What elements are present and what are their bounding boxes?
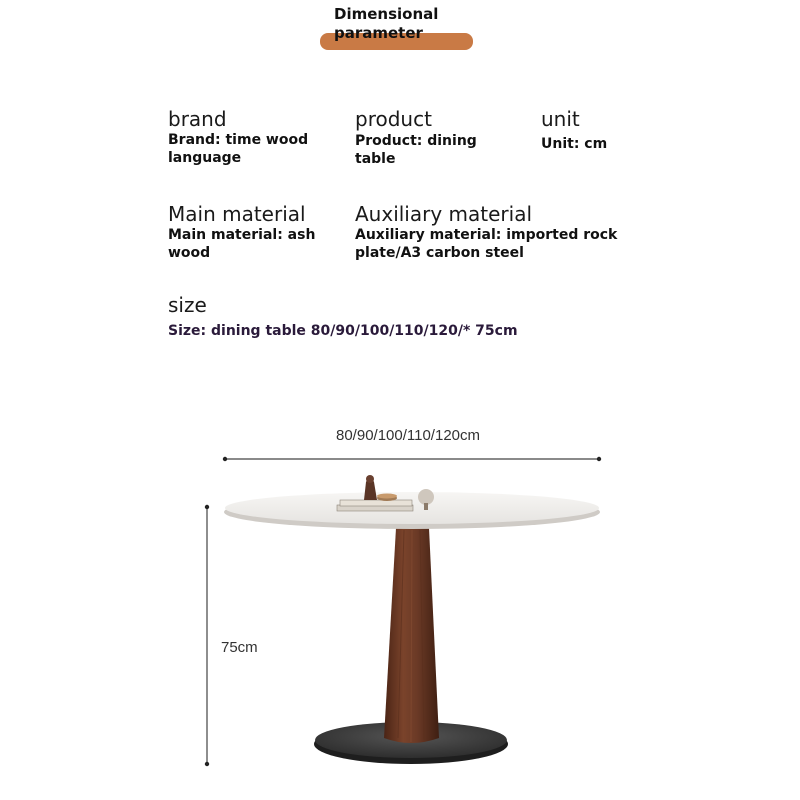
table-pedestal <box>384 528 439 743</box>
page-title: Dimensional parameter <box>334 5 439 42</box>
unit-heading: unit <box>541 107 580 131</box>
auxiliary-material-heading: Auxiliary material <box>355 202 533 226</box>
product-heading: product <box>355 107 432 131</box>
figurine-decor <box>364 475 377 500</box>
product-value: Product: dining table <box>355 133 477 167</box>
main-material-value: Main material: ash wood <box>168 227 316 261</box>
width-dimension-line <box>223 457 601 461</box>
books-decor <box>337 500 413 511</box>
main-material-heading: Main material <box>168 202 306 226</box>
size-heading: size <box>168 293 207 317</box>
unit-value: Unit: cm <box>541 136 608 152</box>
auxiliary-material-value: Auxiliary material: imported rock plate/A3 carbon steel <box>355 227 618 261</box>
height-dimension-line <box>205 505 209 766</box>
brand-value: Brand: time wood language <box>168 132 309 166</box>
width-dimension-label: 80/90/100/110/120cm <box>336 427 481 444</box>
bowl-decor <box>377 494 397 502</box>
brand-heading: brand <box>168 107 227 131</box>
height-dimension-label: 75cm <box>221 639 258 656</box>
size-value: Size: dining table 80/90/100/110/120/* 75cm <box>168 323 518 339</box>
